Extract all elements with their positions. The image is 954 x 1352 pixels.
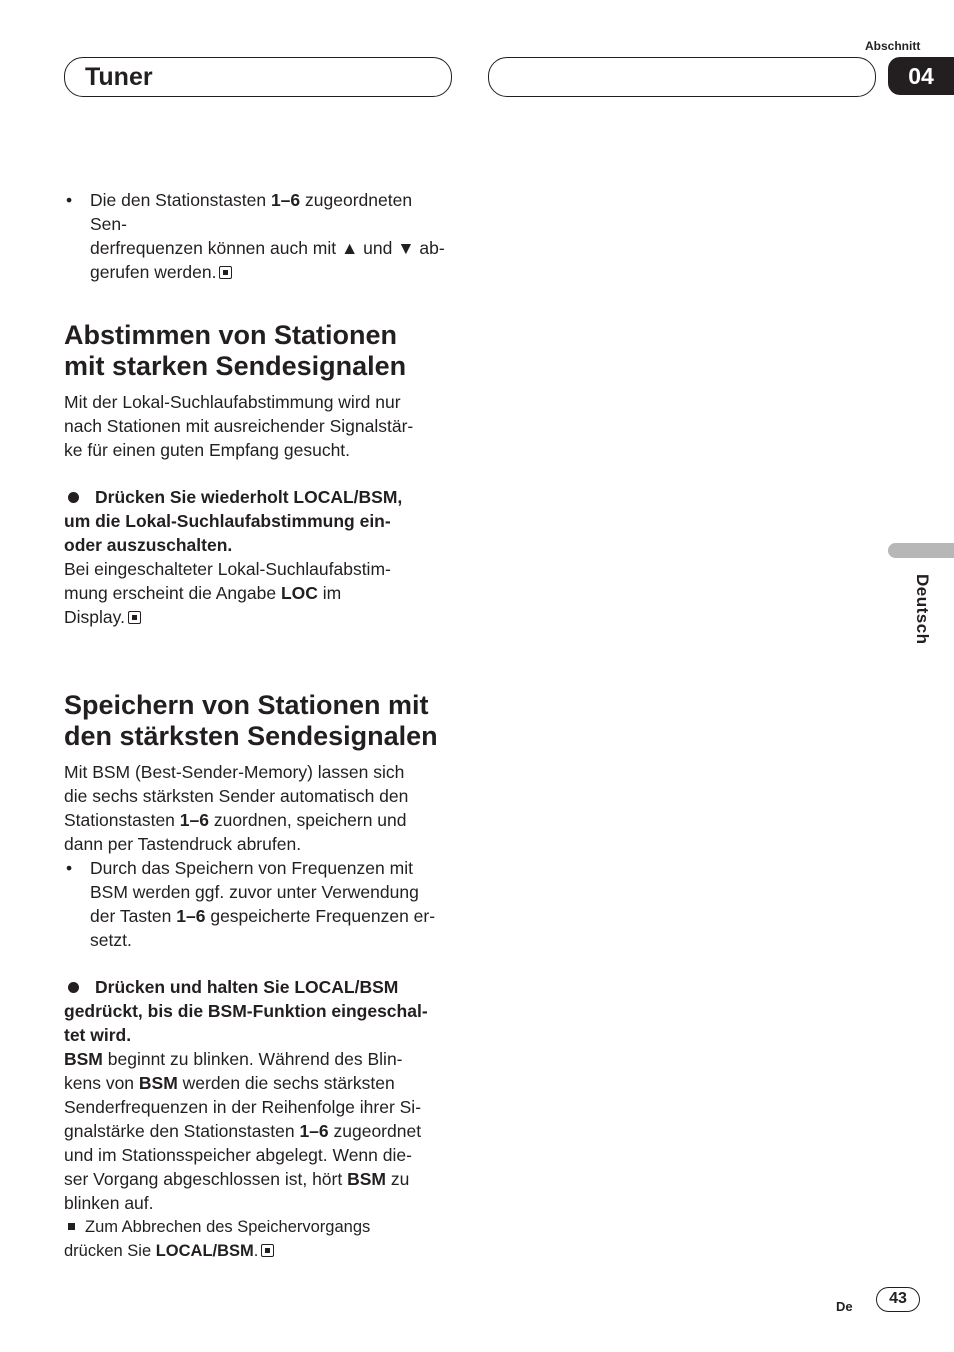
text: Senderfrequenzen in der Reihenfolge ihrer Si- (64, 1097, 422, 1117)
text: ke für einen guten Empfang gesucht. (64, 440, 351, 460)
heading-line: mit starken Sendesignalen (64, 351, 407, 381)
heading-line: Abstimmen von Stationen (64, 320, 398, 350)
text: blinken auf. (64, 1193, 154, 1213)
body-text (64, 390, 452, 462)
intro-bullet (64, 188, 452, 284)
end-mark-icon (219, 266, 232, 279)
page-number: 43 (876, 1287, 920, 1312)
key-range: 1–6 (270, 190, 301, 210)
text: werden die sechs stärksten (177, 1073, 395, 1093)
text: zugeordnet (328, 1121, 422, 1141)
step-bullet-icon (68, 492, 79, 503)
text: kens von (64, 1073, 139, 1093)
instruction (64, 975, 452, 1047)
language-tab-marker (888, 543, 954, 558)
display-indicator: BSM (347, 1169, 386, 1189)
section-heading (64, 320, 452, 382)
section-bsm (64, 690, 452, 1263)
text: um die Lokal-Suchlaufabstimmung ein- (64, 511, 391, 531)
heading-line: Speichern von Stationen mit (64, 690, 429, 720)
page-title: Tuner (85, 63, 153, 91)
text: gespeicherte Frequenzen er- (205, 906, 436, 926)
result-text (64, 1047, 452, 1215)
text: der Tasten (90, 906, 177, 926)
note-square-icon (68, 1223, 75, 1230)
text: Mit BSM (Best-Sender-Memory) lassen sich (64, 762, 405, 782)
list-item (64, 856, 452, 952)
section-local-seek (64, 320, 452, 629)
text: . (253, 1242, 259, 1260)
bullet-icon: • (66, 190, 73, 210)
text: gedrückt, bis die BSM-Funktion eingeschal- (64, 1001, 428, 1021)
text: beginnt zu blinken. Während des Blin- (102, 1049, 403, 1069)
result-text (64, 557, 452, 629)
display-indicator: BSM (138, 1073, 178, 1093)
text: Mit der Lokal-Suchlaufabstimmung wird nur (64, 392, 401, 412)
body-text (64, 760, 452, 856)
text: Die den Stationstasten (90, 190, 271, 210)
text: zuordnen, speichern und (208, 810, 407, 830)
bullet-icon: • (66, 858, 73, 878)
text: Display. (64, 607, 125, 627)
text: die sechs stärksten Sender automatisch den (64, 786, 409, 806)
section-number-badge: 04 (888, 57, 954, 95)
end-mark-icon (128, 611, 141, 624)
text: derfrequenzen können auch mit ▲ und ▼ ab- (90, 238, 445, 258)
text: Drücken Sie wiederholt LOCAL/BSM, (95, 487, 403, 507)
key-range: 1–6 (299, 1121, 329, 1141)
text: mung erscheint die Angabe (64, 583, 281, 603)
header-title-frame (64, 57, 452, 97)
text: BSM werden ggf. zuvor unter Verwendung (90, 882, 419, 902)
text: im (317, 583, 342, 603)
text: Stationstasten (64, 810, 180, 830)
end-mark-icon (261, 1244, 274, 1257)
text: nach Stationen mit ausreichender Signalstär- (64, 416, 414, 436)
footer-language-code: De (836, 1299, 853, 1314)
text: zugeordneten Sen- (90, 190, 413, 234)
step-bullet-icon (68, 982, 79, 993)
instruction (64, 485, 452, 557)
text: dann per Tastendruck abrufen. (64, 834, 302, 854)
key-range: 1–6 (179, 810, 209, 830)
text: zu (385, 1169, 410, 1189)
text: ser Vorgang abgeschlossen ist, hört (64, 1169, 348, 1189)
section-heading (64, 690, 452, 752)
section-label: Abschnitt (865, 39, 921, 53)
text: gerufen werden. (90, 262, 217, 282)
display-indicator: BSM (64, 1049, 103, 1069)
key-range: 1–6 (176, 906, 206, 926)
text: Bei eingeschalteter Lokal-Suchlaufabstim- (64, 559, 391, 579)
header-blank-frame (488, 57, 876, 97)
language-label: Deutsch (913, 574, 932, 645)
list-item (64, 188, 452, 284)
text: oder auszuschalten. (64, 535, 233, 555)
text: gnalstärke den Stationstasten (64, 1121, 300, 1141)
text: drücken Sie (64, 1242, 156, 1260)
text: Drücken und halten Sie LOCAL/BSM (95, 977, 399, 997)
text: Durch das Speichern von Frequenzen mit (90, 858, 413, 878)
heading-line: den stärksten Sendesignalen (64, 721, 438, 751)
text: Zum Abbrechen des Speichervorgangs (85, 1218, 371, 1236)
button-name: LOCAL/BSM (155, 1242, 254, 1260)
text: setzt. (90, 930, 132, 950)
display-indicator: LOC (280, 583, 318, 603)
text: tet wird. (64, 1025, 132, 1045)
text: und im Stationsspeicher abgelegt. Wenn die- (64, 1145, 412, 1165)
note (64, 1215, 452, 1263)
